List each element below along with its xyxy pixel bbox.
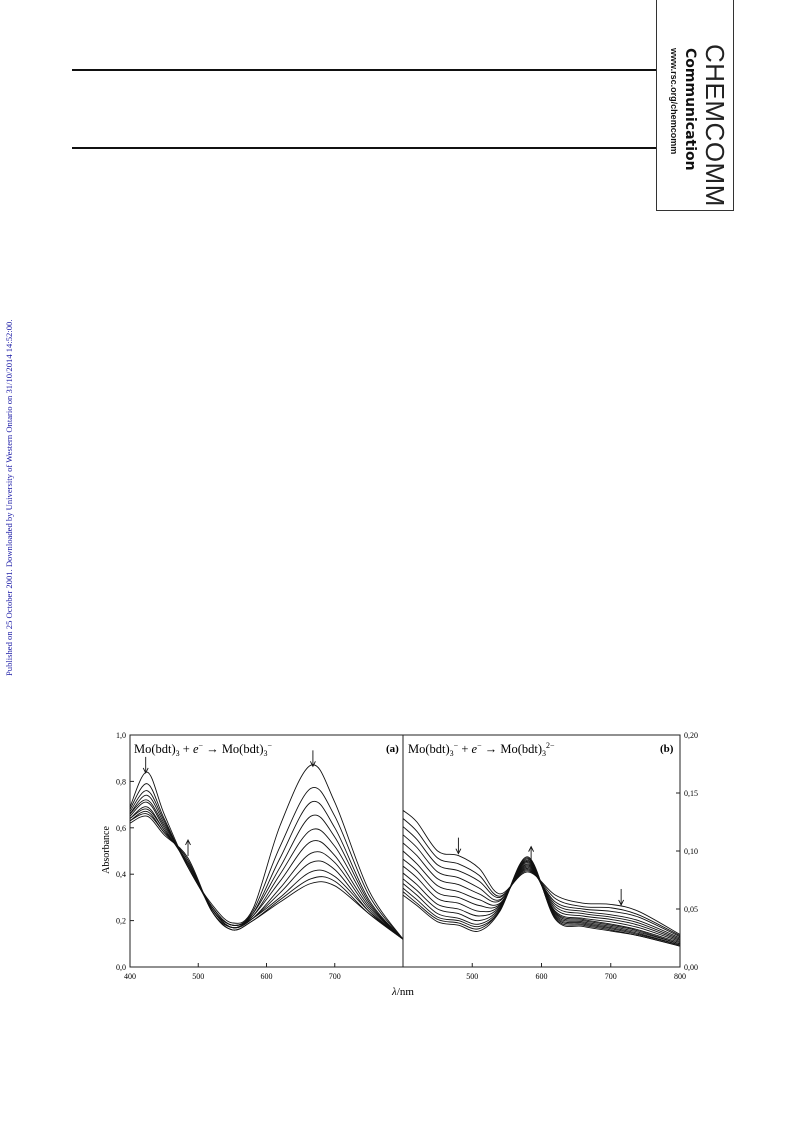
- journal-url: www.rsc.org/chemcomm: [669, 48, 679, 155]
- panel-b-xtick-label-800: 800: [674, 972, 686, 981]
- panel-a-ytick-label-1,0: 1,0: [116, 731, 126, 740]
- panel-a-series-1: [130, 784, 403, 940]
- panel-a-xtick-label-400: 400: [124, 972, 136, 981]
- panel-a-series-2: [130, 791, 403, 940]
- panel-b-series-6: [403, 859, 680, 941]
- journal-section: Communication: [682, 48, 698, 171]
- panel-a-reaction: $Mo(bdt)_3 + e^- \to Mo(bdt)_3^-$: [134, 741, 272, 758]
- panel-a-ytick-label-0,8: 0,8: [116, 777, 126, 787]
- panel-b-reaction: $Mo(bdt)_3^- + e^- \to Mo(bdt)_3^{2-}$: [408, 741, 555, 758]
- panel-a-xtick-label-500: 500: [192, 972, 205, 981]
- panel-b-xtick-label-500: 500: [466, 972, 479, 981]
- panel-b-ytick-label-0,20: 0,20: [684, 731, 698, 740]
- panel-b-series-12: [403, 858, 680, 946]
- panel-b-ytick-label-0,15: 0,15: [684, 789, 698, 798]
- panel-b-ytick-label-0,00: 0,00: [684, 963, 698, 972]
- panel-a-series-5: [130, 802, 403, 939]
- panel-a-series-6: [130, 807, 403, 940]
- panel-a-ytick-label-0,0: 0,0: [116, 963, 126, 972]
- panel-a-ytick-label-0,4: 0,4: [116, 870, 126, 880]
- panel-a-series-0: [130, 765, 403, 939]
- panel-b-ytick-label-0,10: 0,10: [684, 847, 698, 856]
- panel-a-xtick-label-600: 600: [260, 972, 273, 981]
- panel-a-xtick-label-700: 700: [328, 972, 341, 981]
- panel-b-plot: [403, 731, 698, 981]
- panel-b-label: (b): [660, 743, 674, 755]
- panel-a-ytick-label-0,6: 0,6: [116, 823, 126, 833]
- download-notice: Published on 25 October 2001. Downloaded by University of Western Ontario on 31/10/2014 14:52:00.: [4, 319, 14, 676]
- panel-a-frame: [130, 735, 403, 967]
- panel-a-label: (a): [386, 743, 399, 755]
- panel-b-xtick-label-700: 700: [604, 972, 617, 981]
- x-axis-title: λ/nm: [392, 986, 414, 998]
- panel-a-ytick-label-0,2: 0,2: [116, 916, 126, 926]
- journal-title: CHEMCOMM: [700, 44, 730, 207]
- panel-b-ytick-label-0,05: 0,05: [684, 905, 698, 914]
- panel-a-plot: [116, 731, 403, 981]
- panel-b-xtick-label-600: 600: [535, 972, 548, 981]
- y-axis-title: Absorbance: [101, 826, 112, 874]
- panel-b-series-1: [403, 819, 680, 936]
